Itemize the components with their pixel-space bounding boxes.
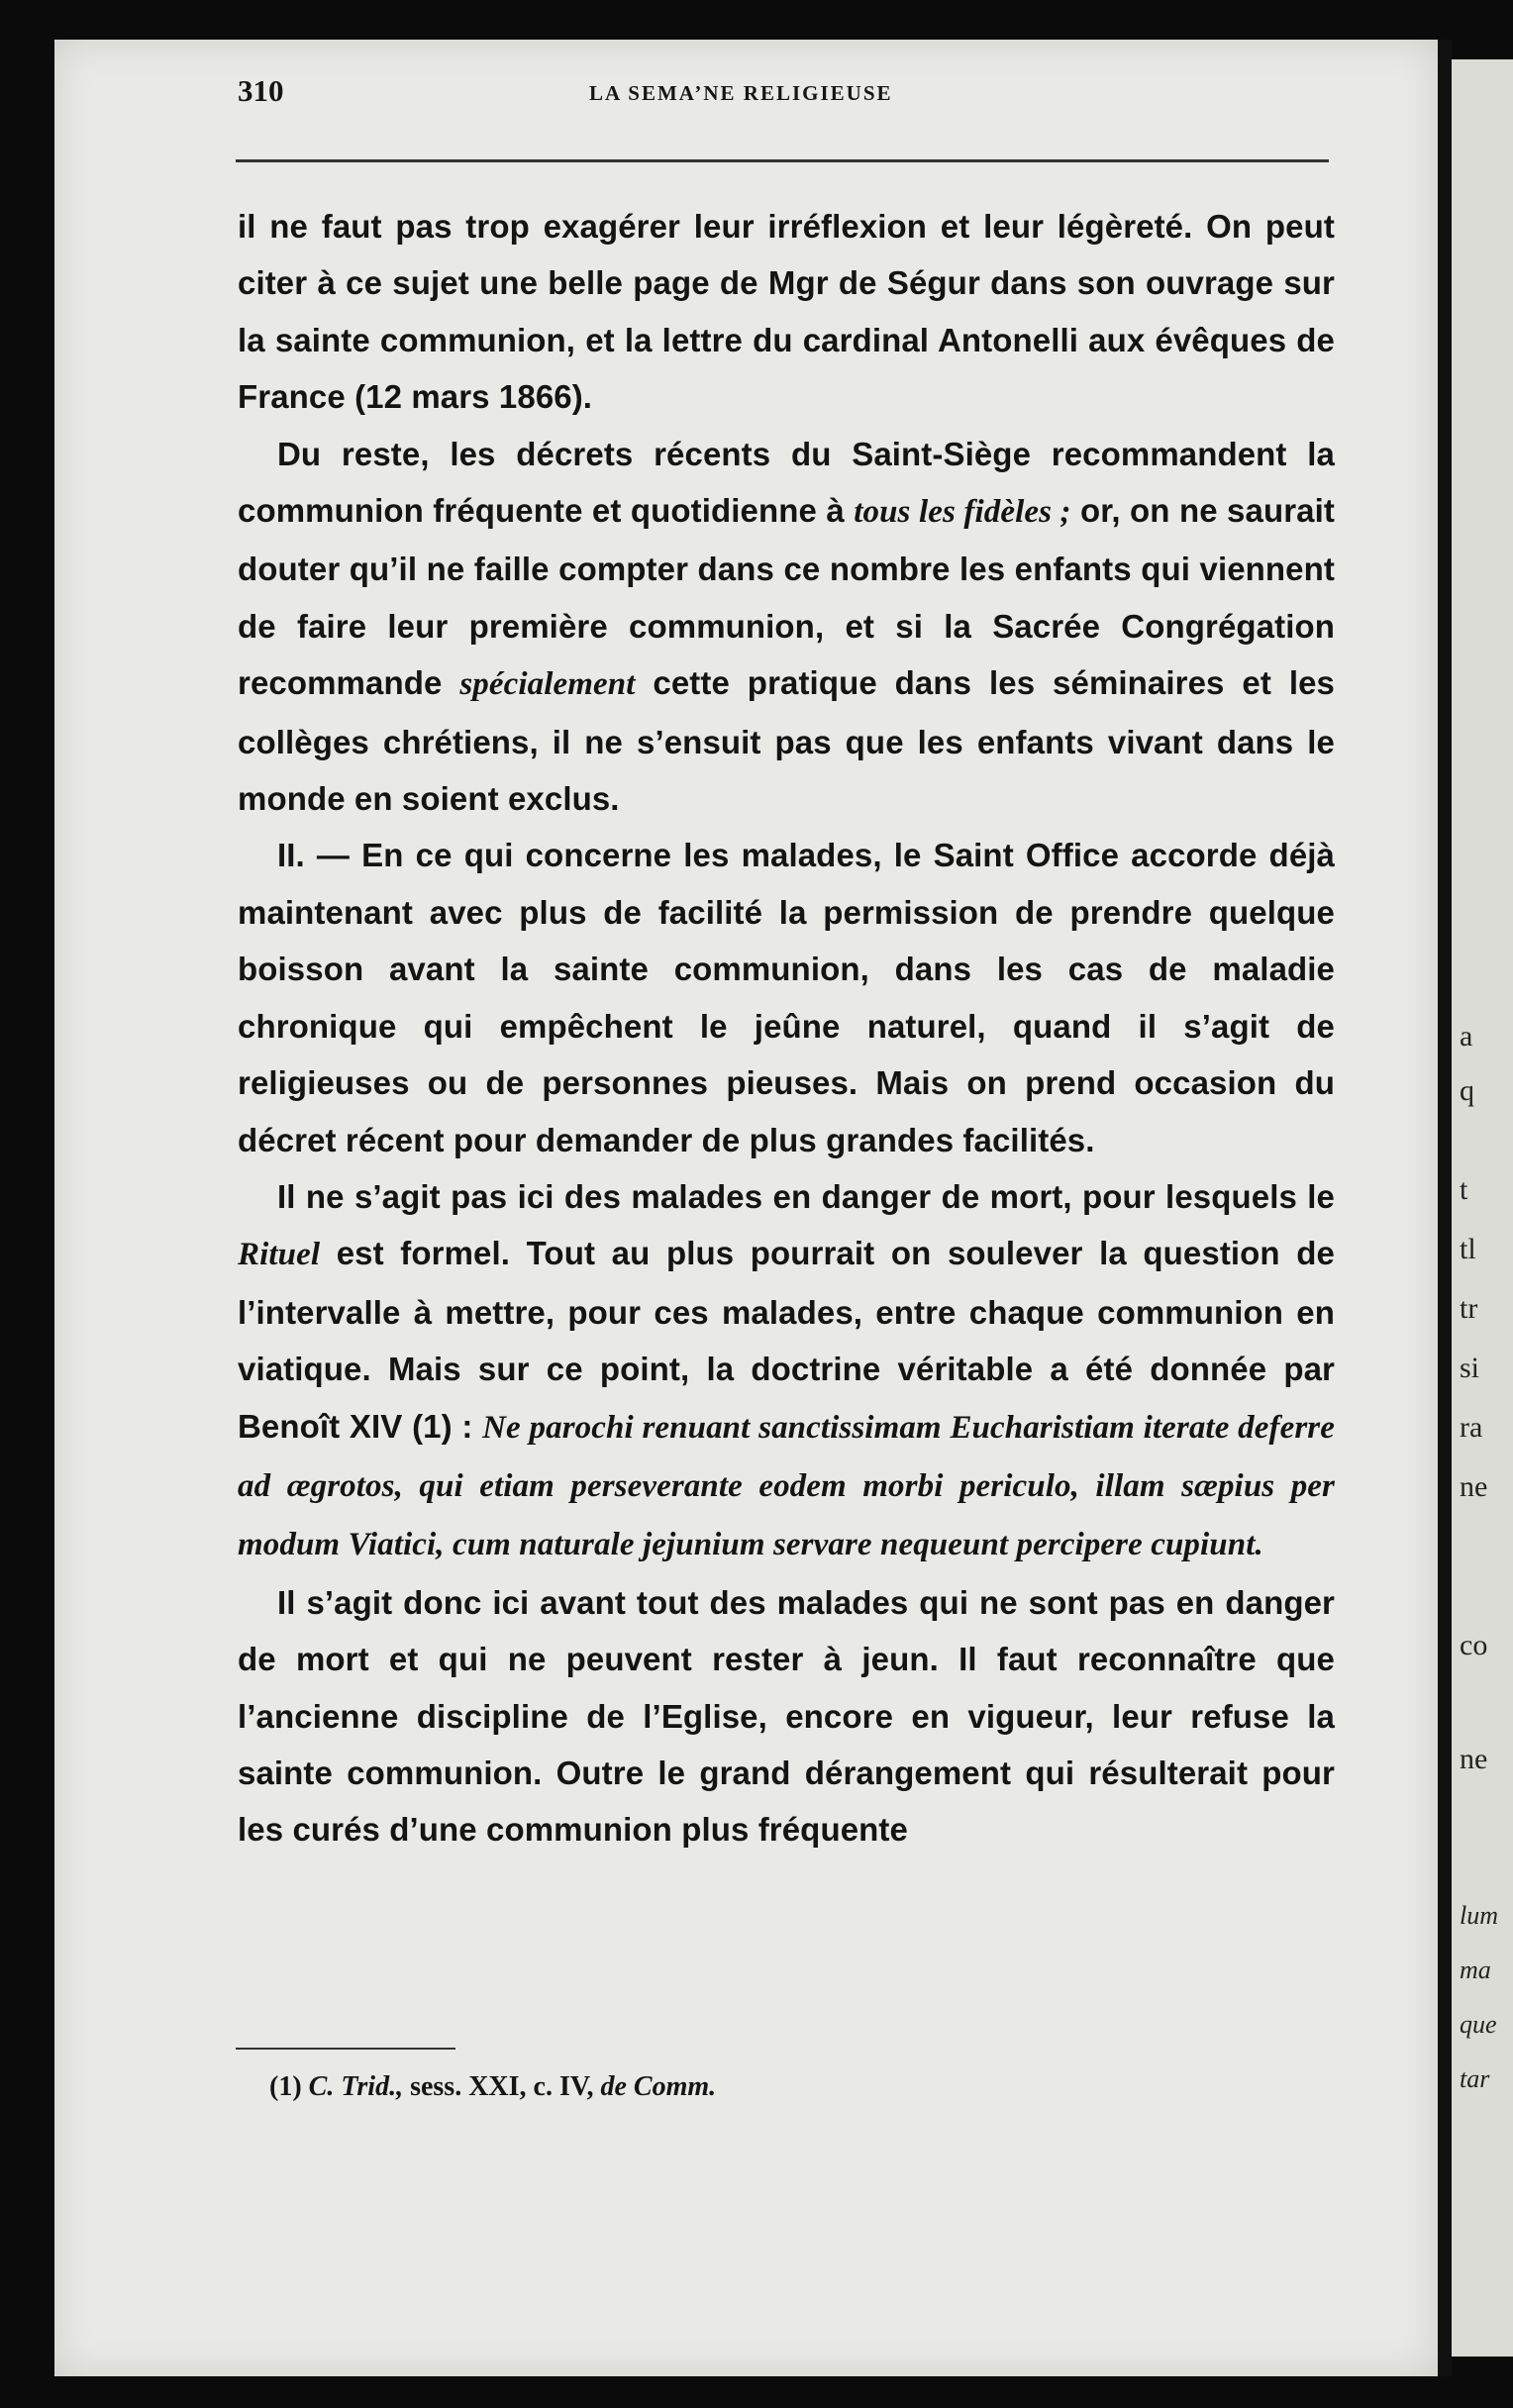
page-gutter <box>1438 40 1452 2376</box>
footnote-source: C. Trid., <box>308 2071 404 2102</box>
paragraph: Il ne s’agit pas ici des malades en danger de mort, pour lesquels le Rituel est formel. Tout au plus pourrait on soulever la question de l’intervalle à mettre, pour ces malades, entre chaque communion en viatique. Mais sur ce point, la doctrine véritable a été donnée par Benoît XIV (1) : Ne parochi renuant sanctissimam Eucharistiam iterate deferre ad ægrotos, qui etiam perseverante eodem morbi periculo, illam sæpius per modum Viatici, cum naturale jejunium servare nequeunt percipere cupiunt. <box>238 1177 1335 1563</box>
adjacent-fragment: que <box>1460 2010 1497 2039</box>
paragraph: II. — En ce qui concerne les malades, le Saint Office accorde déjà maintenant avec plus de facilité la permission de prendre quelque boisson avant la sainte communion, dans les cas de maladie chronique qui empêchent le jeûne naturel, quand il s’agit de religieuses ou de personnes pieuses. Mais on prend occasion du décret récent pour demander de plus grandes facilités. <box>238 837 1335 1158</box>
adjacent-fragment: a <box>1460 1020 1473 1053</box>
adjacent-fragment: tr <box>1460 1292 1478 1325</box>
page-number: 310 <box>238 73 284 108</box>
footnote-marker: (1) <box>269 2071 302 2102</box>
adjacent-fragment: tar <box>1460 2064 1490 2093</box>
emphasis: tous les fidèles ; <box>854 494 1071 531</box>
emphasis: Rituel <box>238 1237 321 1273</box>
adjacent-fragment: ne <box>1460 1470 1488 1503</box>
paragraph: Il s’agit donc ici avant tout des malades qui ne sont pas en danger de mort et qui ne peuvent rester à jeun. Il faut reconnaître que l’ancienne discipline de l’Eglise, encore en vigueur, leur refuse la sainte communion. Outre le grand dérangement qui résulterait pour les curés d’une communion plus fréquente <box>238 1583 1335 1849</box>
adjacent-fragment: ra <box>1460 1411 1483 1444</box>
footnote-rule <box>236 2048 455 2050</box>
adjacent-fragment: co <box>1460 1629 1488 1661</box>
emphasis: spécialement <box>459 666 636 703</box>
paragraph: il ne faut pas trop exagérer leur irréflexion et leur légèreté. On peut citer à ce sujet une belle page de Mgr de Ségur dans son ouvrage sur la sainte communion, et la lettre du cardinal Antonelli aux évêques de France (12 mars 1866). <box>238 208 1335 416</box>
adjacent-fragment: lum <box>1460 1901 1498 1930</box>
adjacent-fragment: tl <box>1460 1233 1476 1265</box>
adjacent-fragment: q <box>1460 1074 1474 1107</box>
adjacent-fragment: si <box>1460 1352 1480 1384</box>
journal-title: LA SEMA’NE RELIGIEUSE <box>589 81 893 105</box>
adjacent-page-edge <box>1452 59 1513 2357</box>
paragraph: Du reste, les décrets récents du Saint-Siège recommandent la communion fréquente et quotidienne à tous les fidèles ; or, on ne saurait douter qu’il ne faille compter dans ce nombre les enfants qui viennent de faire leur première communion, et si la Sacrée Congrégation recommande spécialement cette pratique dans les séminaires et les collèges chrétiens, il ne s’ensuit pas que les enfants vivant dans le monde en soient exclus. <box>238 435 1335 818</box>
adjacent-fragment: t <box>1460 1173 1468 1206</box>
adjacent-fragment: ma <box>1460 1956 1491 1984</box>
header-rule <box>236 159 1329 162</box>
latin-quotation: Ne parochi renuant sanctissimam Eucharistiam iterate deferre ad ægrotos, qui etiam perseverante eodem morbi periculo, illam sæpius per modum Viatici, cum naturale jejunium servare nequeunt percipere cupiunt. <box>238 1409 1335 1563</box>
footnote-source-title: de Comm. <box>600 2071 717 2102</box>
footnote: (1) C. Trid., sess. XXI, c. IV, de Comm. <box>269 2071 717 2102</box>
running-head <box>238 73 1327 113</box>
body-text <box>238 198 1335 1858</box>
adjacent-fragment: ne <box>1460 1743 1488 1775</box>
